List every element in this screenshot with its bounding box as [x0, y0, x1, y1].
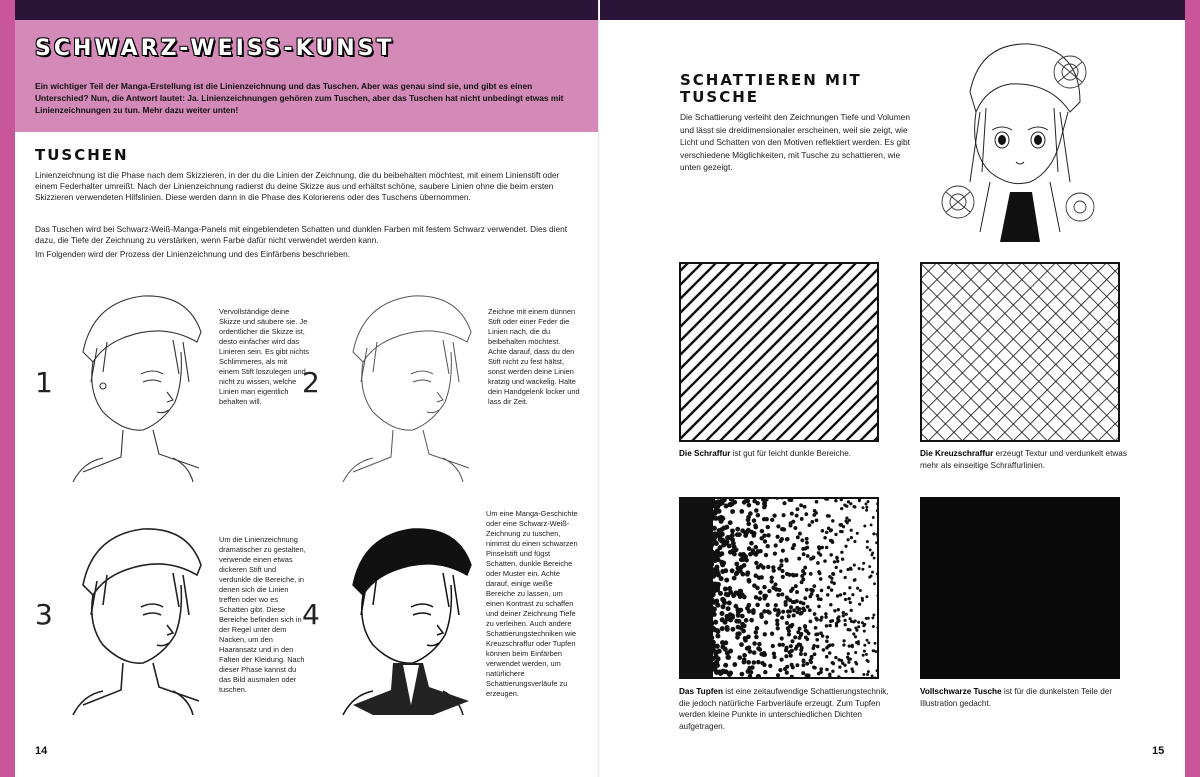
inked-figure-4: [333, 515, 473, 715]
sketch-figure-1: [63, 282, 203, 482]
caption-stippling-desc: ist eine zeitaufwendige Schattierungstechnik, die jedoch natürliche Farbverläufe erzeugt. Zum Tupfen werden kleine Punkte in unterschiedlichen Dichten aufgetragen.: [679, 687, 889, 731]
page-number-right: 15: [1152, 745, 1165, 757]
step-text-4: Um eine Manga-Geschichte oder eine Schwarz-Weiß-Zeichnung zu tuschen, nimmst du einen schwarzen Pinselstift und fügst Schatten, dunkle Bereiche oder Muster ein. Achte darauf, einige weiße Bereiche zu lassen, um einen Kontrast zu schaffen und deiner Zeichnung Tiefe zu verleihen. Auch andere Schattierungstechniken wie Kreuzschraffur oder Tupfen können beim Einfärben verwendet werden, um natürlichere Schattierungsverläufe zu erzeugen.: [486, 509, 578, 698]
paragraph-2: Das Tuschen wird bei Schwarz-Weiß-Manga-Panels mit eingeblendeten Schatten und dunklen Farben mit festem Schwarz verwendet. Dies dient dazu, die Tiefe der Zeichnung zu verstärken, wenn Farbe dafür nicht verwendet werden kann.: [35, 224, 568, 245]
top-bar-right: [600, 0, 1185, 20]
shading-heading: SCHATTIEREN MIT TUSCHE: [680, 71, 862, 106]
paragraph-3: Im Folgenden wird der Prozess der Linienzeichnung und des Einfärbens beschrieben.: [35, 249, 351, 259]
caption-crosshatching-desc: erzeugt Textur und verdunkelt etwas mehr als einseitige Schraffurlinien.: [920, 449, 1127, 470]
hatching-sample: [679, 262, 879, 442]
step-number-1: 1: [35, 366, 53, 399]
step-number-2: 2: [302, 366, 320, 399]
stippling-sample: [679, 497, 879, 679]
intro-text: Ein wichtiger Teil der Manga-Erstellung ist die Linienzeichnung und das Tuschen. Aber was genau sind sie, und gibt es einen Unterschied? Nun, die Antwort lautet: Ja. Linienzeichnungen gehören zum Tuschen, aber das Tuschen hat nicht unbedingt etwas mit Linienzeichnungen zu tun. Mehr dazu weiter unten!: [35, 81, 564, 115]
caption-hatching: [679, 448, 884, 460]
intro-panel: [15, 20, 600, 132]
caption-hatching-desc: ist gut für leicht dunkle Bereiche.: [730, 449, 852, 458]
caption-crosshatching: [920, 448, 1140, 471]
caption-solid-black: [920, 686, 1145, 709]
caption-crosshatching-title: Die Kreuzschraffur: [920, 449, 994, 458]
caption-solid-black-desc: ist für die dunkelsten Teile der Illustration gedacht.: [920, 687, 1113, 708]
caption-hatching-title: Die Schraffur: [679, 449, 731, 458]
paragraph-1: Linienzeichnung ist die Phase nach dem Skizzieren, in der du die Linien der Zeichnung, die du beibehalten möchtest, mit einem Linienstift oder einem Federhalter umreißt. Nach der Linienzeichnung radierst du deine Skizze aus und erhältst schöne, saubere Linien ohne die beim ersten Skizzieren verwendeten Hilfslinien. Diese werden dann in die Phase des Kolorierens oder des Tuschens übernommen.: [35, 170, 560, 202]
section-heading: TUSCHEN: [35, 146, 129, 164]
right-page: [600, 0, 1185, 777]
left-page: [15, 0, 600, 777]
step-text-3: Um die Linienzeichnung dramatischer zu gestalten, verwende einen etwas dickeren Stift und verdunkle die Bereiche, in denen sich die Linien treffen oder wo es Schatten gibt. Diese Bereiche befinden sich in der Regel unter dem Nacken, um den Haaransatz und in den Falten der Kleidung. Nach dieser Phase kannst du das Bild ausmalen oder tuschen.: [219, 535, 306, 694]
crosshatching-sample: [920, 262, 1120, 442]
caption-stippling: [679, 686, 894, 732]
solid-black-sample: [920, 497, 1120, 679]
manga-girl-illustration: [930, 32, 1100, 242]
step-number-3: 3: [35, 598, 53, 631]
top-bar: [15, 0, 600, 20]
sketch-figure-2: [333, 282, 473, 482]
caption-stippling-title: Das Tupfen: [679, 687, 723, 696]
right-edge-bar: [1185, 0, 1200, 777]
step-text-2: Zeichne mit einem dünnen Stift oder einer Feder die Linien nach, die du beibehalten möchtest. Achte darauf, dass du den Stift nicht zu fest hältst, sonst werden deine Linien kratzig und wackelig. Halte dein Handgelenk locker und lass dir Zeit.: [488, 307, 580, 406]
step-number-4: 4: [302, 598, 320, 631]
shading-intro: Die Schattierung verleiht den Zeichnungen Tiefe und Volumen und lässt sie dreidimensionaler erscheinen, weil sie zeigt, wie Licht und Schatten von den Motiven reflektiert werden. Es gibt verschiedene Möglichkeiten, mit Tusche zu schattieren, wie unten gezeigt.: [680, 112, 910, 172]
sketch-figure-3: [63, 515, 203, 715]
step-text-1: Vervollständige deine Skizze und säubere sie. Je ordentlicher die Skizze ist, desto einfacher wird das Linieren sein. Es gibt nichts Schlimmeres, als mit einem Stift loszulegen und nicht zu wissen, welche Linien man eigentlich behalten will.: [219, 307, 309, 406]
page-title: SCHWARZ-WEISS-KUNST: [35, 36, 395, 61]
caption-solid-black-title: Vollschwarze Tusche: [920, 687, 1002, 696]
page-number-left: 14: [35, 745, 48, 757]
